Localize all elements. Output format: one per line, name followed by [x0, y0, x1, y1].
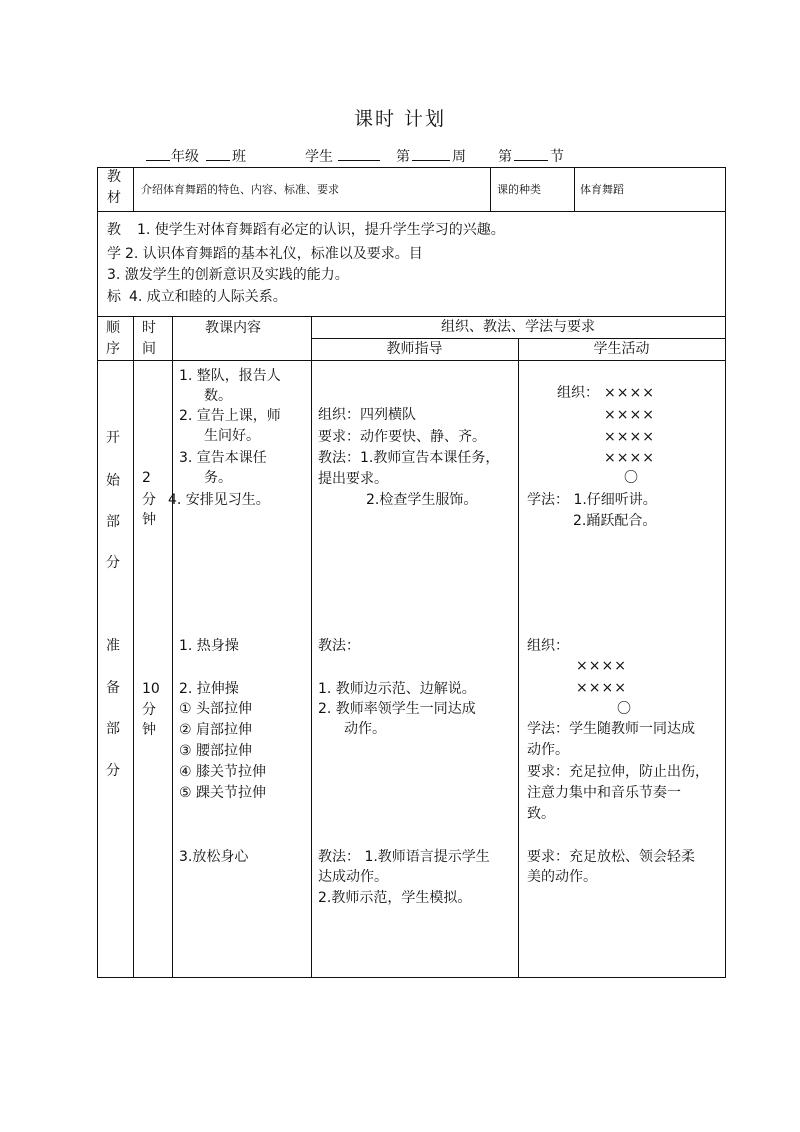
goals-label-2: 学 — [107, 246, 121, 262]
start-content-line: 4. 安排见习生。 — [168, 492, 270, 508]
start-content-line: 1. 整队，报告人 — [179, 368, 281, 384]
week-label: 周 — [452, 149, 466, 165]
start-content-line: 数。 — [204, 388, 232, 404]
material-label-2: 材 — [107, 190, 121, 206]
prep-content-line: ⑤ 踝关节拉伸 — [179, 785, 267, 801]
start-teacher-line: 要求：动作要快、静、齐。 — [318, 429, 486, 445]
lesson-blank[interactable] — [514, 146, 548, 161]
prep-formation-row: ×××× — [576, 680, 627, 696]
start-content-line: 务。 — [204, 470, 232, 486]
rule-material-type — [490, 167, 491, 211]
organization-header: 组织、教法、学法与要求 — [441, 319, 595, 335]
prep-teacher-line: 动作。 — [344, 721, 386, 737]
rule-order — [133, 316, 134, 978]
goal-item: 1. 使学生对体育舞蹈有必定的认识，提升学生学习的兴趣。 — [137, 222, 505, 238]
goals-label-3: 标 — [107, 289, 121, 305]
prep-content-line: 1. 热身操 — [179, 638, 239, 654]
prep-part-label: 分 — [106, 763, 120, 779]
teacher-header: 教师指导 — [386, 341, 443, 357]
prep-student-line: 要求：充足拉伸，防止出伤， — [527, 764, 709, 780]
rule-material-bottom — [97, 211, 725, 212]
start-formation-row: ×××× — [604, 407, 655, 423]
start-teacher-line: 2.检查学生服饰。 — [366, 492, 478, 508]
prep-part-label: 备 — [106, 680, 120, 696]
rule-content — [311, 316, 312, 978]
week-prefix: 第 — [396, 149, 410, 165]
grade-label: 年级 — [171, 149, 199, 165]
start-part-label: 部 — [106, 514, 120, 530]
goal-item: 2. 认识体育舞蹈的基本礼仪，标准以及要求。目 — [125, 246, 423, 262]
rule-right — [725, 167, 726, 978]
prep-time: 分 — [142, 702, 156, 718]
prep-teacher-position-mark: 〇 — [617, 701, 631, 717]
start-student-method: 2.踊跃配合。 — [573, 513, 657, 529]
prep-teacher-line: 1. 教师边示范、边解说。 — [318, 681, 476, 697]
rule-time — [172, 316, 173, 978]
material-label-1: 教 — [107, 169, 121, 185]
rule-teacher — [518, 338, 519, 978]
prep-content-line: ① 头部拉伸 — [179, 701, 253, 717]
start-content-line: 生问好。 — [204, 428, 260, 444]
start-teacher-line: 教法：1.教师宣告本课任务， — [318, 450, 500, 466]
start-teacher-line: 组织：四列横队 — [318, 407, 416, 423]
prep-student-line: 要求：充足放松、领会轻柔 — [527, 849, 695, 865]
week-blank[interactable] — [412, 146, 450, 161]
students-label: 学生 — [305, 149, 333, 165]
start-time: 钟 — [142, 512, 156, 528]
prep-time: 钟 — [142, 722, 156, 738]
goal-item: 4. 成立和睦的人际关系。 — [129, 289, 287, 305]
start-student-org-label: 组织： — [557, 385, 599, 401]
order-header-1: 顺 — [106, 320, 120, 336]
start-teacher-line: 提出要求。 — [318, 471, 388, 487]
start-time: 2 — [142, 470, 151, 486]
page-title: 课时 计划 — [353, 108, 447, 130]
time-header-2: 间 — [142, 341, 156, 357]
lesson-label: 节 — [550, 149, 564, 165]
prep-student-line: 动作。 — [527, 742, 569, 758]
students-blank[interactable] — [338, 146, 380, 161]
lesson-prefix: 第 — [498, 149, 512, 165]
class-blank[interactable] — [206, 146, 230, 161]
prep-formation-row: ×××× — [576, 658, 627, 674]
start-content-line: 3. 宣告本课任 — [179, 450, 267, 466]
prep-student-line: 注意力集中和音乐节奏一 — [527, 785, 681, 801]
grade-blank[interactable] — [146, 146, 170, 161]
order-header-2: 序 — [106, 341, 120, 357]
rule-header-bottom — [97, 360, 725, 361]
prep-student-org-label: 组织： — [527, 638, 569, 654]
start-part-label: 始 — [106, 473, 120, 489]
goal-item: 3. 激发学生的创新意识及实践的能力。 — [107, 267, 349, 283]
content-header: 教课内容 — [205, 320, 261, 336]
rule-bottom — [97, 977, 725, 978]
prep-part-label: 部 — [106, 721, 120, 737]
prep-student-line: 美的动作。 — [527, 869, 597, 885]
rule-left — [97, 167, 98, 978]
student-header: 学生活动 — [593, 341, 650, 357]
start-part-label: 开 — [106, 430, 120, 446]
rule-material-value — [574, 167, 575, 211]
goals-label-1: 教 — [107, 222, 121, 238]
prep-content-line: ② 肩部拉伸 — [179, 722, 253, 738]
prep-teacher-line: 2.教师示范，学生模拟。 — [318, 890, 472, 906]
lesson-type-value: 体育舞蹈 — [580, 183, 624, 196]
prep-student-line: 学法：学生随教师一同达成 — [527, 721, 695, 737]
prep-teacher-line: 教法： — [318, 638, 360, 654]
prep-part-label: 准 — [106, 638, 120, 654]
rule-top — [97, 167, 725, 168]
prep-content-line: ③ 腰部拉伸 — [179, 743, 253, 759]
prep-teacher-line: 2. 教师率领学生一同达成 — [318, 701, 476, 717]
start-time: 分 — [142, 492, 156, 508]
start-formation-row: ×××× — [604, 429, 655, 445]
start-formation-row: ×××× — [604, 450, 655, 466]
time-header-1: 时 — [142, 320, 156, 336]
start-student-method: 学法： 1.仔细听讲。 — [527, 492, 657, 508]
prep-teacher-line: 教法： 1.教师语言提示学生 — [318, 849, 490, 865]
start-teacher-position-mark: 〇 — [624, 470, 638, 486]
prep-content-line: 2. 拉伸操 — [179, 681, 239, 697]
material-content: 介绍体育舞蹈的特色、内容、标准、要求 — [141, 183, 339, 196]
prep-teacher-line: 达成动作。 — [318, 869, 388, 885]
start-formation-row: ×××× — [604, 385, 655, 401]
prep-content-line: 3.放松身心 — [179, 849, 249, 865]
rule-material-label — [133, 167, 134, 211]
prep-student-line: 致。 — [527, 806, 555, 822]
prep-time: 10 — [142, 681, 160, 697]
prep-content-line: ④ 膝关节拉伸 — [179, 764, 267, 780]
start-content-line: 2. 宣告上课，师 — [179, 408, 281, 424]
class-label: 班 — [232, 149, 246, 165]
lesson-type-label: 课的种类 — [497, 183, 541, 196]
start-part-label: 分 — [106, 555, 120, 571]
